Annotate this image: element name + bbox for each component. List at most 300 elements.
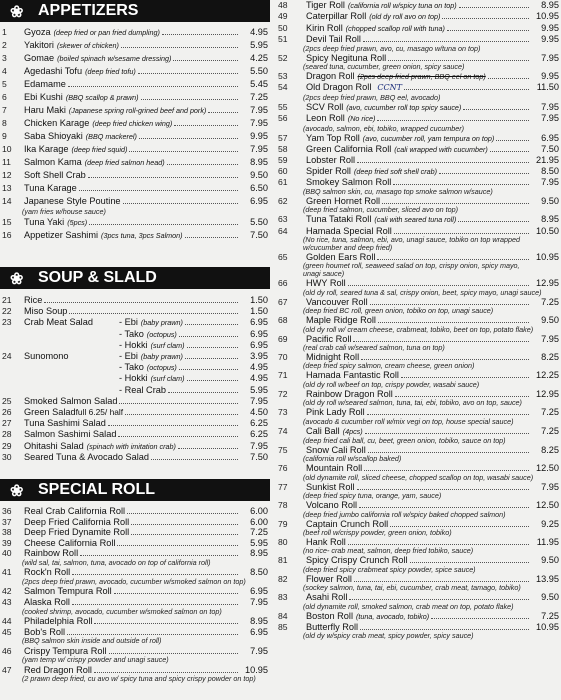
menu-item-row bbox=[275, 352, 561, 362]
item-number: 66 bbox=[278, 278, 288, 289]
item-number: 51 bbox=[278, 34, 288, 45]
item-note: (4pcs) bbox=[342, 426, 363, 436]
item-number: 12 bbox=[2, 170, 12, 180]
menu-item-row bbox=[275, 226, 561, 236]
item-name: Japanese Style Poutine bbox=[24, 196, 121, 206]
menu-item-row bbox=[0, 143, 270, 156]
item-name: Pink Lady Roll bbox=[306, 407, 365, 418]
item-name-group bbox=[306, 155, 531, 165]
menu-item-row bbox=[275, 214, 561, 225]
item-description: (avocado & cucumber roll w/mix vegi on top, house special sauce) bbox=[303, 417, 514, 426]
item-price: 7.25 bbox=[541, 407, 559, 418]
item-number: 68 bbox=[278, 315, 288, 326]
item-name: Hank Roll bbox=[306, 537, 346, 547]
item-description: (old dy roll w/seared salmon, tuna, tai, ebi, tobiko, avo on top, sauce) bbox=[303, 399, 522, 408]
item-name: Ebi Kushi bbox=[24, 92, 63, 102]
item-number: 46 bbox=[2, 645, 12, 656]
item-note: (deep fried soft shell crab) bbox=[353, 166, 438, 176]
item-name: Tiger Roll bbox=[306, 0, 345, 10]
item-name-group bbox=[24, 616, 240, 627]
item-number: 36 bbox=[2, 506, 12, 516]
item-name-group bbox=[24, 452, 240, 463]
item-price: 8.95 bbox=[541, 0, 559, 10]
menu-item-row bbox=[275, 278, 561, 288]
item-description: (old dy w/spicy crab meat, spicy powder, spicy sauce) bbox=[303, 632, 474, 641]
item-name-group bbox=[306, 113, 531, 124]
item-name: Tuna Yaki bbox=[24, 217, 65, 227]
dot-leader bbox=[439, 173, 529, 174]
item-name-group bbox=[24, 407, 240, 418]
menu-item-row bbox=[275, 622, 561, 632]
item-name: Gyoza bbox=[24, 27, 51, 37]
item-name-group bbox=[306, 482, 531, 492]
menu-item-row bbox=[275, 23, 561, 34]
dot-leader bbox=[354, 581, 529, 582]
menu-item-row bbox=[275, 482, 561, 492]
menu-item-row bbox=[0, 517, 270, 528]
item-price: 6.25 bbox=[250, 429, 268, 440]
item-name: Appetizer Sashimi bbox=[24, 230, 99, 240]
item-price: 7.50 bbox=[250, 230, 268, 240]
item-name-group bbox=[24, 156, 240, 169]
menu-item-row bbox=[275, 555, 561, 565]
menu-item-row bbox=[0, 195, 270, 208]
item-price: 9.95 bbox=[541, 34, 559, 45]
item-number: 67 bbox=[278, 296, 288, 307]
item-note: full 6.25/ half bbox=[75, 407, 124, 418]
item-name: Soft Shell Crab bbox=[24, 170, 86, 180]
item-number: 10 bbox=[2, 144, 12, 154]
item-name-group bbox=[306, 611, 531, 622]
item-name: Gomae bbox=[24, 53, 55, 63]
dot-leader bbox=[382, 203, 529, 204]
item-name-group bbox=[24, 362, 240, 373]
dot-leader bbox=[378, 322, 529, 323]
item-description: (old dynamite roll, sliced cheese, chopped scallop on top, wasabi sauce) bbox=[303, 473, 534, 482]
flower-icon: ❀ bbox=[10, 4, 24, 21]
item-name-group bbox=[24, 340, 240, 351]
item-number: 50 bbox=[278, 22, 288, 33]
item-name: Deep Fried California Roll bbox=[24, 516, 130, 527]
item-description: (BBQ salmon skin inside and outside of roll) bbox=[22, 637, 162, 646]
item-description: (seared tuna, cucumber, green onion, spicy sauce) bbox=[303, 63, 465, 72]
item-name-group bbox=[24, 143, 240, 156]
item-price: 8.95 bbox=[250, 615, 268, 626]
dot-leader bbox=[185, 324, 238, 325]
item-number: 28 bbox=[2, 429, 12, 440]
item-price: 7.25 bbox=[541, 610, 559, 621]
item-number: 82 bbox=[278, 573, 288, 584]
dot-leader bbox=[410, 562, 529, 563]
dot-leader bbox=[162, 34, 238, 35]
item-name: Ika Karage bbox=[24, 144, 69, 154]
menu-item-row bbox=[0, 527, 270, 538]
item-name: Hamada Fantastic Roll bbox=[306, 370, 399, 381]
menu-item-row bbox=[0, 418, 270, 429]
menu-item-row bbox=[0, 597, 270, 608]
item-price: 4.50 bbox=[250, 407, 268, 418]
dot-leader bbox=[119, 403, 238, 404]
menu-item-row bbox=[275, 297, 561, 307]
item-price: 9.95 bbox=[250, 131, 268, 141]
item-name: Crispy Tempura Roll bbox=[24, 645, 107, 656]
item-number: 38 bbox=[2, 527, 12, 538]
menu-item-row bbox=[275, 113, 561, 124]
dot-leader bbox=[187, 347, 238, 348]
item-price: 6.95 bbox=[250, 626, 268, 637]
item-name: Volcano Roll bbox=[306, 500, 358, 511]
item-note: (deep fried tofu) bbox=[85, 67, 136, 76]
item-name: Green Salad bbox=[24, 407, 76, 418]
dot-leader bbox=[118, 436, 238, 437]
item-price: 7.95 bbox=[541, 177, 559, 188]
dot-leader bbox=[404, 89, 529, 90]
item-note: (tuna, avocado, tobiko) bbox=[355, 611, 430, 621]
item-name-group bbox=[24, 373, 240, 384]
dot-leader bbox=[185, 237, 238, 238]
item-name-group bbox=[24, 538, 240, 549]
item-name-group bbox=[306, 500, 531, 510]
dot-leader bbox=[393, 184, 529, 185]
item-number: 57 bbox=[278, 132, 288, 143]
item-price: 7.50 bbox=[250, 451, 268, 462]
item-price: 7.95 bbox=[250, 118, 268, 128]
item-name-group bbox=[24, 216, 240, 229]
menu-item-row bbox=[275, 34, 561, 44]
item-name-group bbox=[306, 196, 531, 206]
item-name: Crab Meat Salad bbox=[24, 317, 93, 328]
dot-leader bbox=[367, 414, 529, 415]
item-price: 7.95 bbox=[541, 333, 559, 344]
menu-item-row bbox=[0, 396, 270, 407]
item-note: (deep fried squid) bbox=[71, 145, 128, 154]
dot-leader bbox=[168, 392, 238, 393]
dot-leader bbox=[88, 177, 238, 178]
item-description: w/cucumber and deep fried) bbox=[303, 243, 393, 252]
dot-leader bbox=[131, 524, 238, 525]
item-name: Deep Fried Dynamite Roll bbox=[24, 527, 130, 538]
dot-leader bbox=[490, 151, 529, 152]
item-number: 11 bbox=[2, 157, 11, 167]
menu-item-row bbox=[0, 91, 270, 104]
item-name-group bbox=[306, 389, 531, 399]
menu-item-row bbox=[275, 389, 561, 399]
item-number: 30 bbox=[2, 451, 12, 462]
item-name: Tuna Sashimi Salad bbox=[24, 418, 106, 429]
item-price: 12.50 bbox=[536, 463, 559, 474]
item-note: (baby prawn) bbox=[140, 352, 183, 362]
item-name: Agedashi Tofu bbox=[24, 66, 83, 76]
item-price: 6.25 bbox=[250, 418, 268, 429]
item-name-group bbox=[306, 519, 531, 529]
item-name-group bbox=[24, 195, 240, 208]
item-price: 5.50 bbox=[250, 217, 268, 227]
item-name: Yakitori bbox=[24, 40, 54, 50]
item-name: Tuna Karage bbox=[24, 183, 77, 193]
item-name: Dragon Roll bbox=[306, 71, 355, 82]
item-number: 71 bbox=[278, 370, 288, 381]
item-description: (yam temp w/ crispy powder and unagi sauce) bbox=[22, 656, 169, 665]
dot-leader bbox=[364, 470, 529, 471]
item-name-group bbox=[24, 104, 240, 117]
item-number: 23 bbox=[2, 317, 12, 328]
item-price: 9.50 bbox=[541, 315, 559, 326]
item-number: 1 bbox=[2, 27, 7, 37]
dot-leader bbox=[459, 7, 529, 8]
item-variant: - Ebi bbox=[119, 351, 138, 362]
dot-leader bbox=[349, 599, 529, 600]
item-note: (surf clam) bbox=[150, 374, 185, 384]
dot-leader bbox=[72, 604, 238, 605]
dot-leader bbox=[89, 224, 238, 225]
item-name-group bbox=[24, 429, 240, 440]
item-number: 39 bbox=[2, 537, 12, 548]
item-name-group bbox=[24, 117, 240, 130]
item-note: (cali wrapped with cucumber) bbox=[394, 145, 488, 155]
menu-item-row bbox=[275, 11, 561, 22]
item-number: 78 bbox=[278, 500, 288, 511]
item-note: (skewer of chicken) bbox=[56, 41, 119, 50]
item-number: 9 bbox=[2, 131, 7, 141]
item-name: HWY Roll bbox=[306, 278, 346, 289]
soup-list bbox=[0, 295, 270, 463]
menu-item-row bbox=[0, 538, 270, 549]
item-number: 7 bbox=[2, 105, 7, 115]
item-description: (wild sal, tai, salmon, tuna, avocado on top of california roll) bbox=[22, 558, 211, 567]
item-name-group bbox=[306, 102, 531, 113]
item-name: Snow Cali Roll bbox=[306, 444, 366, 455]
item-name: Cheese California Roll bbox=[24, 537, 116, 548]
item-price: 9.50 bbox=[541, 195, 559, 206]
item-note: (avo, cucumber roll top spicy sauce) bbox=[346, 102, 462, 112]
item-name-group bbox=[24, 396, 240, 407]
item-number: 25 bbox=[2, 395, 12, 406]
dot-leader bbox=[44, 302, 238, 303]
item-variant: - Real Crab bbox=[119, 384, 166, 395]
item-price: 13.95 bbox=[536, 573, 559, 584]
item-note: (spinach with imitation crab) bbox=[86, 441, 176, 451]
item-number: 75 bbox=[278, 444, 288, 455]
dot-leader bbox=[131, 534, 238, 535]
item-name: Salmon Tempura Roll bbox=[24, 586, 112, 597]
item-price: 10.95 bbox=[536, 11, 559, 22]
menu-item-row bbox=[0, 26, 270, 39]
dot-leader bbox=[370, 304, 529, 305]
item-name-group bbox=[24, 182, 240, 195]
item-name: Seared Tuna & Avocado Salad bbox=[24, 451, 149, 462]
item-price: 6.95 bbox=[541, 132, 559, 143]
item-price: 7.25 bbox=[541, 296, 559, 307]
dot-leader bbox=[80, 555, 238, 556]
item-price: 4.95 bbox=[250, 27, 268, 37]
menu-item-row bbox=[275, 463, 561, 473]
item-name: Bob's Roll bbox=[24, 626, 66, 637]
item-name: Haru Maki bbox=[24, 105, 66, 115]
dot-leader bbox=[129, 151, 238, 152]
item-name-group bbox=[24, 169, 240, 182]
item-name: Rainbow Roll bbox=[24, 548, 79, 559]
dot-leader bbox=[167, 164, 238, 165]
rolls-list bbox=[275, 0, 561, 640]
menu-item-row bbox=[275, 315, 561, 325]
menu-item-row bbox=[0, 78, 270, 91]
item-number: 6 bbox=[2, 92, 7, 102]
item-number: 59 bbox=[278, 155, 288, 166]
item-note: (No rice) bbox=[347, 114, 376, 124]
item-name: Spider Roll bbox=[306, 165, 351, 176]
item-name-group bbox=[306, 370, 531, 380]
item-name-group bbox=[24, 646, 240, 657]
item-number: 55 bbox=[278, 101, 288, 112]
item-price: 5.95 bbox=[250, 384, 268, 395]
dot-leader bbox=[178, 448, 238, 449]
menu-item-row bbox=[275, 155, 561, 165]
item-name-group bbox=[306, 278, 531, 288]
menu-item-row bbox=[0, 385, 270, 396]
item-name: Rock'n Roll bbox=[24, 567, 71, 578]
item-number: 21 bbox=[2, 295, 12, 305]
item-price: 4.25 bbox=[250, 53, 268, 63]
dot-leader bbox=[348, 285, 529, 286]
menu-item-row bbox=[0, 616, 270, 627]
dot-leader bbox=[394, 233, 529, 234]
item-name-group bbox=[24, 329, 240, 340]
item-number: 40 bbox=[2, 548, 12, 559]
item-name: Captain Crunch Roll bbox=[306, 518, 389, 529]
item-name: Smoked Salmon Salad bbox=[24, 395, 118, 406]
item-name-group bbox=[306, 352, 531, 362]
menu-item-row bbox=[0, 506, 270, 517]
item-number: 85 bbox=[278, 622, 288, 633]
dot-leader bbox=[442, 18, 529, 19]
menu-item-row bbox=[0, 586, 270, 597]
item-name-group bbox=[306, 214, 531, 225]
menu-item-row bbox=[0, 548, 270, 559]
menu-item-row bbox=[275, 196, 561, 206]
dot-leader bbox=[185, 358, 238, 359]
menu-item-row bbox=[0, 117, 270, 130]
item-name-group bbox=[24, 78, 240, 91]
item-number: 58 bbox=[278, 144, 288, 155]
item-number: 4 bbox=[2, 66, 7, 76]
item-price: 6.00 bbox=[250, 516, 268, 527]
dot-leader bbox=[361, 359, 529, 360]
item-name-group bbox=[24, 527, 240, 538]
item-price: 11.50 bbox=[536, 82, 559, 93]
item-name-group bbox=[306, 34, 531, 44]
menu-item-row bbox=[0, 317, 270, 328]
handwritten-note: CCNT bbox=[377, 83, 402, 93]
item-price: 7.25 bbox=[250, 527, 268, 538]
menu-item-row bbox=[0, 52, 270, 65]
dot-leader bbox=[117, 545, 238, 546]
item-variant: - Hokki bbox=[119, 373, 148, 384]
item-number: 45 bbox=[2, 626, 12, 637]
dot-leader bbox=[377, 120, 529, 121]
item-price: 10.95 bbox=[536, 622, 559, 633]
item-price: 7.95 bbox=[250, 596, 268, 607]
menu-item-row bbox=[275, 144, 561, 155]
menu-item-row bbox=[0, 65, 270, 78]
item-number: 47 bbox=[2, 664, 12, 675]
menu-item-row bbox=[0, 39, 270, 52]
menu-item-row bbox=[275, 334, 561, 344]
menu-item-row bbox=[0, 362, 270, 373]
menu-item-row bbox=[275, 82, 561, 93]
item-description: (cooked shrimp, avocado, cucumber w/smoked salmon on top) bbox=[22, 607, 222, 616]
item-number: 80 bbox=[278, 537, 288, 547]
item-number: 84 bbox=[278, 610, 288, 621]
item-description: (avocado, salmon, ebi, tobiko, wrapped cucumber) bbox=[303, 124, 465, 133]
item-variant: - Hokki bbox=[119, 339, 148, 350]
dot-leader bbox=[127, 513, 238, 514]
item-name-group bbox=[306, 144, 531, 155]
item-name: Salmon Sashimi Salad bbox=[24, 429, 117, 440]
dot-leader bbox=[360, 629, 529, 630]
item-note: (old dy roll avo on top) bbox=[369, 12, 441, 22]
dot-leader bbox=[208, 112, 238, 113]
item-name: Rainbow Dragon Roll bbox=[306, 388, 393, 399]
item-note: (octopus) bbox=[146, 329, 177, 339]
item-number: 60 bbox=[278, 165, 288, 176]
item-description: (deep fried spicy salmon, cream cheese, green onion) bbox=[303, 362, 475, 371]
item-name: Boston Roll bbox=[306, 610, 353, 621]
item-description: (2 prawn deep fried, cu avo w/ spicy tuna and spicy crispy powder on top) bbox=[22, 675, 256, 684]
menu-item-row bbox=[0, 441, 270, 452]
item-number: 56 bbox=[278, 113, 288, 124]
item-number: 79 bbox=[278, 518, 288, 529]
item-name: Rice bbox=[24, 295, 43, 305]
item-price: 8.50 bbox=[250, 567, 268, 578]
item-name-group bbox=[306, 574, 531, 584]
item-price: 9.25 bbox=[541, 518, 559, 529]
flower-icon: ❀ bbox=[10, 483, 24, 500]
item-name: SCV Roll bbox=[306, 101, 344, 112]
item-name-group bbox=[306, 426, 531, 437]
dot-leader bbox=[357, 489, 529, 490]
item-note: (BBQ scallop & prawn) bbox=[65, 93, 139, 102]
item-name: Golden Ears Roll bbox=[306, 251, 376, 262]
item-number: 13 bbox=[2, 183, 12, 193]
dot-leader bbox=[368, 452, 529, 453]
item-price: 6.00 bbox=[250, 506, 268, 516]
item-name-group bbox=[24, 306, 240, 317]
item-name: Caterpillar Roll bbox=[306, 11, 367, 22]
item-number: 27 bbox=[2, 418, 12, 429]
item-number: 65 bbox=[278, 251, 288, 262]
item-description: (green houmet roll, seaweed salad on top, crispy onion, spicy mayo, bbox=[303, 262, 520, 271]
dot-leader bbox=[179, 369, 238, 370]
dot-leader bbox=[114, 593, 238, 594]
dot-leader bbox=[377, 259, 529, 260]
item-price: 8.95 bbox=[250, 548, 268, 559]
item-price: 6.95 bbox=[250, 586, 268, 597]
item-name: Chicken Karage bbox=[24, 118, 90, 128]
item-number: 49 bbox=[278, 11, 288, 22]
menu-item-row bbox=[0, 295, 270, 306]
item-name-group bbox=[306, 23, 531, 34]
item-price: 6.95 bbox=[250, 317, 268, 328]
item-price: 6.95 bbox=[250, 328, 268, 339]
item-note: (cali with seared tuna roll) bbox=[374, 215, 457, 225]
item-description: (deep fried spicy tuna, orange, yam, sauce) bbox=[303, 492, 442, 501]
menu-item-row bbox=[0, 306, 270, 317]
item-price: 5.50 bbox=[250, 66, 268, 76]
item-name: Tuna Tataki Roll bbox=[306, 214, 372, 225]
item-number: 48 bbox=[278, 0, 288, 10]
item-price: 12.95 bbox=[536, 388, 559, 399]
item-name-group bbox=[306, 82, 531, 93]
